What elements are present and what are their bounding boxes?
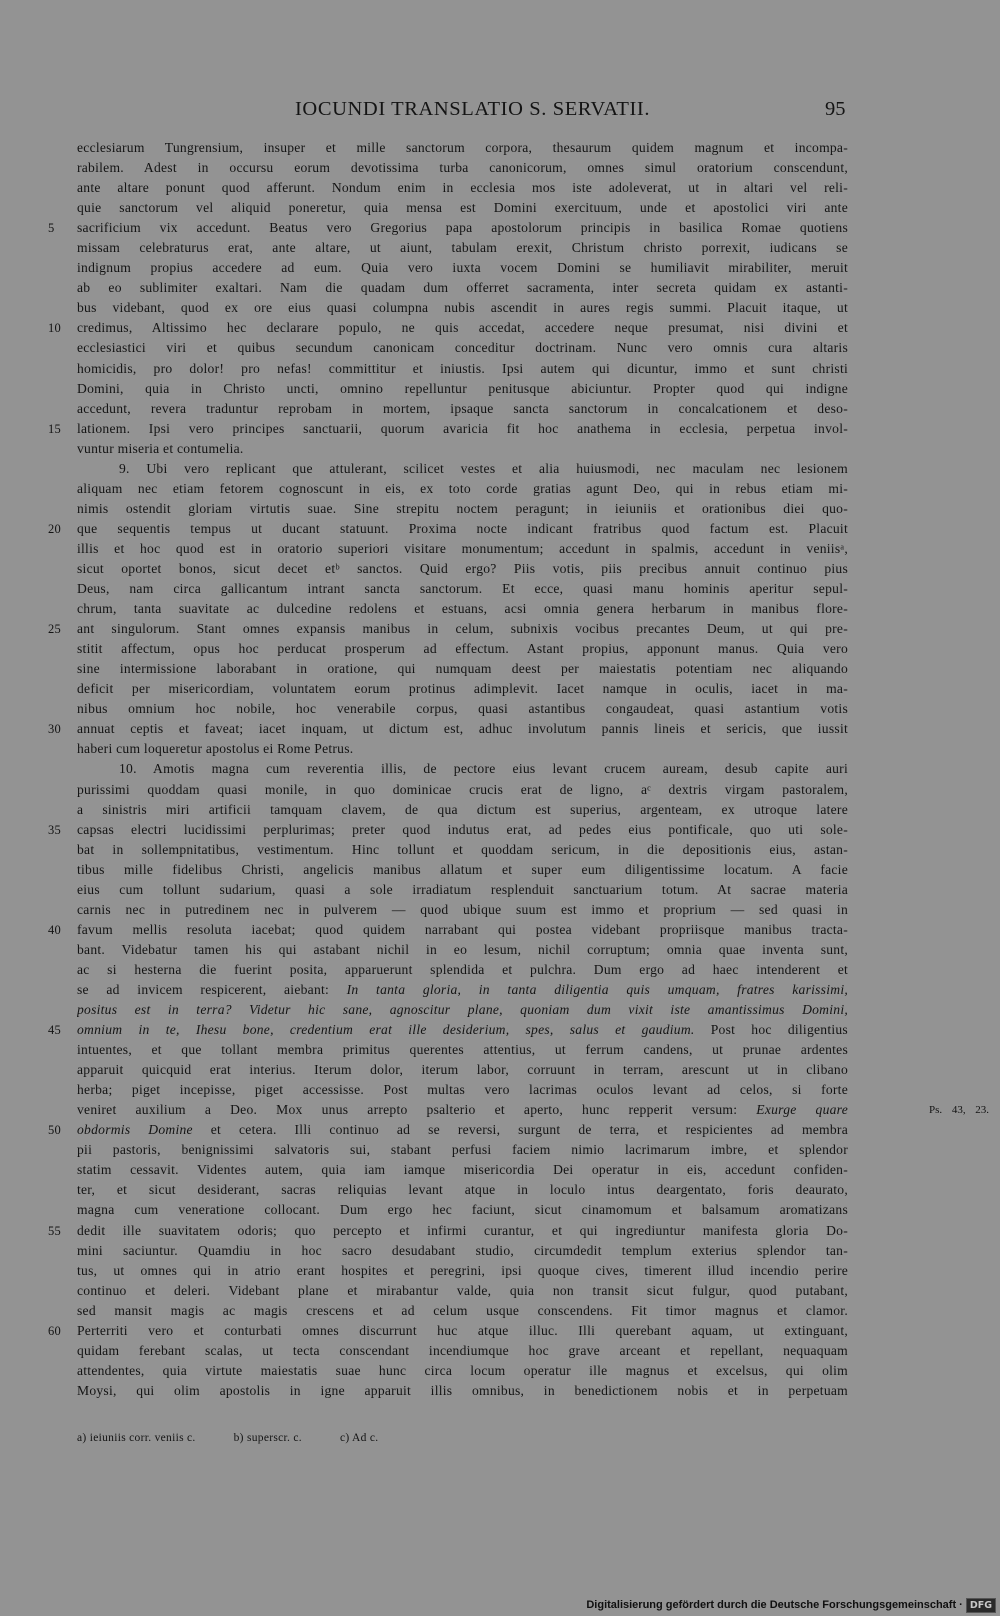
line-text: ab eo sublimiter exaltari. Nam die quadam dum offerret sacramenta, inter secreta quidam ex astanti- (77, 280, 848, 296)
margin-reference: Ps. 43, 23. (929, 1104, 989, 1117)
text-line (77, 900, 848, 920)
text-line (77, 1040, 848, 1060)
text-line (77, 198, 848, 218)
text-line (77, 158, 848, 178)
line-text: Moysi, qui olim apostolis in igne apparuit illis omnibus, in benedictionem nobis et in perpetuam (77, 1382, 848, 1398)
line-text: carnis nec in putredinem nec in pulverem — quod ubique suum est immo et proprium — sed quasi in (77, 901, 848, 917)
text-line (77, 880, 848, 900)
footnote: a) ieiuniis corr. veniis c. (77, 1432, 196, 1444)
text-line (77, 298, 848, 318)
text-line (77, 579, 848, 599)
line-text: mini saciuntur. Quamdiu in hoc sacro desudabant studio, circumdedit templum exterius splendor tan- (77, 1242, 848, 1258)
text-line (77, 780, 848, 800)
line-text: positus est in terra? Videtur hic sane, agnoscitur plane, quoniam dum vixit iste amantissimus Domini, (77, 1002, 848, 1018)
text-line (48, 1321, 848, 1341)
line-text: obdormis Domine et cetera. Illi continuo ad se reversi, surgunt de terra, et respicientes ad membra (77, 1122, 848, 1138)
text-line (77, 479, 848, 499)
text-line (48, 519, 848, 539)
text-line (48, 619, 848, 639)
text-line (77, 1361, 848, 1381)
text-line (77, 1200, 848, 1220)
line-text: attendentes, quia virtute maiestatis suae hunc circa locum operatur ille magnus et excelsus, qui olim (77, 1362, 848, 1378)
line-number: 50 (48, 1123, 61, 1138)
line-text: Domini, quia in Christo uncti, omnino repelluntur penitusque abiciuntur. Propter quod qui indigne (77, 380, 848, 396)
text-line (77, 258, 848, 278)
text-line (77, 399, 848, 419)
text-line (77, 559, 848, 579)
text-line (77, 860, 848, 880)
footnote: b) superscr. c. (233, 1432, 302, 1444)
text-line (77, 1301, 848, 1321)
line-text: quie sanctorum vel aliquid poneretur, quia mensa est Domini exercituum, unde et apostolici viri ante (77, 200, 848, 216)
line-text: intuentes, et que tollant membra primitus querentes attentius, ut ferrum candens, ut prunae ardentes (77, 1042, 848, 1058)
line-text: bant. Videbatur tamen his qui astabant nichil in eo lesum, nichil corruptum; omnia quae inventa sunt, (77, 941, 848, 957)
line-text: dedit ille suavitatem odoris; quo percepto et infirmi curantur, et qui ingrediuntur manifesta gloria Do- (77, 1222, 848, 1238)
line-text: missam celebraturus erat, ante altare, ut aiunt, tabulam erexit, Christum christo porrexit, iudicans se (77, 240, 848, 256)
line-text: apparuit quicquid erat interius. Iterum dolor, iterum labor, corruunt in terram, arescunt ut in clibano (77, 1062, 848, 1078)
line-text: statim cessavit. Videntes autem, quia iam iamque misericordia Dei operatur in eis, accedunt confiden- (77, 1162, 848, 1178)
line-number: 35 (48, 822, 61, 837)
text-line (77, 699, 848, 719)
line-number: 60 (48, 1323, 61, 1338)
text-line (77, 1180, 848, 1200)
line-text: ant singulorum. Stant omnes expansis manibus in celum, subnixis vocibus precantes Deum, ut qui pre- (77, 621, 848, 637)
line-text: Deus, nam circa gallicantum intrant sancta sanctorum. Et ecce, quasi manu hominis aperitur sepul- (77, 581, 848, 597)
line-text: purissimi quoddam quasi monile, in quo dominicae crucis erat de ligno, aᶜ dextris virgam pastoralem, (77, 781, 848, 797)
text-line (77, 759, 848, 779)
line-text: favum mellis resoluta iacebat; quod quidem narrabant qui postea videbant propriisque manibus tracta- (77, 921, 848, 937)
running-title: IOCUNDI TRANSLATIO S. SERVATII. (295, 98, 651, 120)
line-text: continuo et deleri. Videbant plane et mirabantur valde, quia non transit sicut fulgur, quod putabant, (77, 1282, 848, 1298)
text-line (77, 1241, 848, 1261)
text-line (77, 960, 848, 980)
text-line (77, 1160, 848, 1180)
text-line (77, 940, 848, 960)
text-line (48, 218, 848, 238)
line-text: Perterriti vero et conturbati omnes discurrunt huc atque illuc. Illi querebant aquam, ut extinguant, (77, 1322, 848, 1338)
line-text: herba; piget incepisse, piget accessisse. Post multas vero lacrimas oculos levant ad celos, si forte (77, 1082, 848, 1098)
line-number: 5 (48, 221, 55, 236)
text-line (77, 539, 848, 559)
footnotes (77, 1432, 477, 1444)
page-number: 95 (825, 98, 846, 120)
line-text: 9. Ubi vero replicant que attulerant, scilicet vestes et alia huiusmodi, nec maculam nec lesionem (119, 460, 848, 476)
line-number: 55 (48, 1223, 61, 1238)
line-number: 20 (48, 521, 61, 536)
text-line (48, 419, 848, 439)
text-line (77, 1000, 848, 1020)
line-text: tibus mille fidelibus Christi, angelicis manibus allatum et super eum diligentissime locatum. A facie (77, 861, 848, 877)
line-text: ter, et sicut desiderant, sacras reliquias levant atque in loculo intus deargentato, foris deaurato, (77, 1182, 848, 1198)
page-header (0, 98, 1000, 126)
line-text: lationem. Ipsi vero principes sanctuarii, quorum avaricia fit hoc anathema in ecclesia, perpetua invol- (77, 420, 848, 436)
line-text: homicidis, pro dolor! pro nefas! committitur et iniustis. Ipsi autem qui dicuntur, immo et sunt christi (77, 360, 848, 376)
line-text: sine intermissione laborabant in oratione, qui numquam deest per maiestatis potentiam nec aliquando (77, 661, 848, 677)
text-line (77, 459, 848, 479)
line-text: ac si hesterna die fuerint posita, apparuerunt splendida et pulchra. Dum ergo ad haec intenderent et (77, 961, 848, 977)
text-line (77, 679, 848, 699)
line-text: bus videbant, quod ex ore eius quasi columpna nubis ascendit in aures regis summi. Placuit itaque, ut (77, 300, 848, 316)
text-line (77, 1140, 848, 1160)
text-line (77, 1100, 989, 1120)
text-line (77, 439, 848, 459)
text-line (77, 659, 848, 679)
text-line (77, 1060, 848, 1080)
line-text: sicut oportet bonos, sicut decet etᵇ sanctos. Quid ergo? Piis votis, piis precibus annuit continuo pius (77, 560, 848, 576)
line-text: rabilem. Adest in occursu eorum devotissima turba canonicorum, omnes simul oratorium conscendunt, (77, 160, 848, 176)
text-line (77, 980, 848, 1000)
text-line (77, 739, 848, 759)
line-number: 40 (48, 922, 61, 937)
text-line (77, 499, 848, 519)
line-text: a sinistris miri artificii tamquam clavem, de qua dictum est superius, argenteam, ex utroque latere (77, 801, 848, 817)
line-text: haberi cum loqueretur apostolus ei Rome Petrus. (77, 741, 354, 757)
line-text: sacrificium vix accedunt. Beatus vero Gregorius papa apostolorum principis in basilica Romae quotiens (77, 220, 848, 236)
line-text: omnium in te, Ihesu bone, credentium erat ille desiderium, spes, salus et gaudium. Post hoc diligentius (77, 1022, 848, 1038)
text-line (77, 800, 848, 820)
line-text: aliquam nec etiam fetorem cognoscunt in eis, ex toto corde gratias agunt Deo, qui in rebus etiam mi- (77, 480, 848, 496)
line-number: 30 (48, 722, 61, 737)
line-number: 45 (48, 1023, 61, 1038)
line-text: illis et hoc quod est in oratorio superiori visitare monumentum; accedunt in spalmis, accedunt in veniisᵃ, (77, 540, 848, 556)
line-text: magna cum veneratione collocant. Dum ergo hec faciunt, sicut cinamomum et balsamum aromatizans (77, 1202, 848, 1218)
text-line (77, 840, 848, 860)
text-line (77, 238, 848, 258)
text-line (48, 318, 848, 338)
line-text: se ad invicem respicerent, aiebant: In tanta gloria, in tanta diligentia quis umquam, fratres karissimi, (77, 981, 848, 997)
text-line (77, 1341, 848, 1361)
line-text: eius cum tollunt sudarium, quasi a sole irradiatum resplenduit sanctuarium totum. At sacrae materia (77, 881, 848, 897)
line-number: 15 (48, 421, 61, 436)
line-text: capsas electri lucidissimi perplurimas; preter quod indutus erat, ad pedes eius pontificale, quo uti sole- (77, 821, 848, 837)
line-number: 10 (48, 321, 61, 336)
text-line (77, 138, 848, 158)
line-text: stitit affectum, opus hoc perducat prosperum ad effectum. Astant propius, apponunt manus. Quia vero (77, 641, 848, 657)
text-line (77, 639, 848, 659)
line-text: sed mansit magis ac magis crescens et ad celum usque conscendens. Fit timor magnus et clamor. (77, 1302, 848, 1318)
funding-note: Digitalisierung gefördert durch die Deutsche Forschungsgemeinschaft (586, 1599, 957, 1611)
footnote: c) Ad c. (339, 1432, 379, 1444)
text-line (77, 1261, 848, 1281)
line-text: tus, ut omnes qui in atrio erant hospites et peregrini, ipsi quoque cives, timerent illud incendio perire (77, 1262, 848, 1278)
text-line (77, 178, 848, 198)
text-line (48, 719, 848, 739)
text-line (48, 1120, 848, 1140)
text-line (77, 599, 848, 619)
line-text: quidam ferebant scalas, ut tecta conscendant incendiumque hoc grave arceant et repellant, nequaquam (77, 1342, 848, 1358)
text-line (77, 1281, 848, 1301)
line-text: deficit per misericordiam, voluntatem eorum protinus adimplevit. Iacet namque in oculis, iacet in ma- (77, 681, 848, 697)
text-line (77, 278, 848, 298)
line-text: accedunt, revera traduntur reprobam in mortem, ipsaque sancta sanctorum in concalcationem et deso- (77, 400, 848, 416)
text-line (77, 1080, 848, 1100)
line-text: bat in sollempnitatibus, vestimentum. Hinc tollunt et quoddam sericum, in die depositionis eius, astan- (77, 841, 848, 857)
text-line (77, 379, 848, 399)
text-line (48, 920, 848, 940)
line-text: annuat ceptis et faveat; iacet inquam, ut dictum est, adhuc involutum pannis lineis et sericis, que iussit (77, 721, 848, 737)
text-line (77, 338, 848, 358)
line-text: nibus omnium hoc nobile, hoc venerabile corpus, quasi astantibus congaudeat, quasi astantium votis (77, 701, 848, 717)
line-text: indignum propius accedere ad eum. Quia vero iuxta vocem Domini se humiliavit mirabiliter, meruit (77, 260, 848, 276)
line-text: credimus, Altissimo hec declarare populo, ne quis accedat, accedere neque presumat, nisi divini et (77, 320, 848, 336)
line-text: veniret auxilium a Deo. Mox unus arrepto psalterio et aperto, hunc repperit versum: Exurge quare (77, 1102, 848, 1118)
dfg-logo: DFG (966, 1598, 996, 1613)
text-line (48, 1020, 848, 1040)
line-text: nimis ostendit gloriam virtutis suae. Sine strepitu noctem peragunt; in ieiuniis et orationibus diei quo- (77, 500, 848, 516)
line-text: ante altare ponunt quod afferunt. Nondum enim in ecclesia mos iste adoleverat, ut in altari vel reli- (77, 180, 848, 196)
line-text: ecclesiarum Tungrensium, insuper et mille sanctorum corpora, thesaurum quidem magnum et incompa- (77, 140, 848, 155)
text-line (48, 820, 848, 840)
line-text: ecclesiastici viri et quibus secundum canonicam conceditur doctrinam. Nunc vero omnis cura altaris (77, 340, 848, 356)
text-line (48, 1221, 848, 1241)
line-text: chrum, tanta suavitate ac dulcedine redolens et estuans, acsi omnia genera herbarum in manibus flore- (77, 601, 848, 617)
text-line (77, 359, 848, 379)
line-number: 25 (48, 622, 61, 637)
footer: Digitalisierung gefördert durch die Deutsche Forschungsgemeinschaft · DFG (586, 1596, 996, 1614)
text-line (77, 1381, 848, 1401)
line-text: 10. Amotis magna cum reverentia illis, de pectore eius levant crucem auream, desub capite auri (119, 761, 848, 777)
line-text: vuntur miseria et contumelia. (77, 440, 244, 456)
main-text (48, 138, 989, 1401)
line-text: pii pastoris, benignissimi salvatoris sui, stabant perfusi faciem nimio lacrimarum imbre, et splendor (77, 1142, 848, 1158)
line-text: que sequentis tempus ut ducant statuunt. Proxima nocte indicant fratribus quod factum est. Placuit (77, 520, 848, 536)
